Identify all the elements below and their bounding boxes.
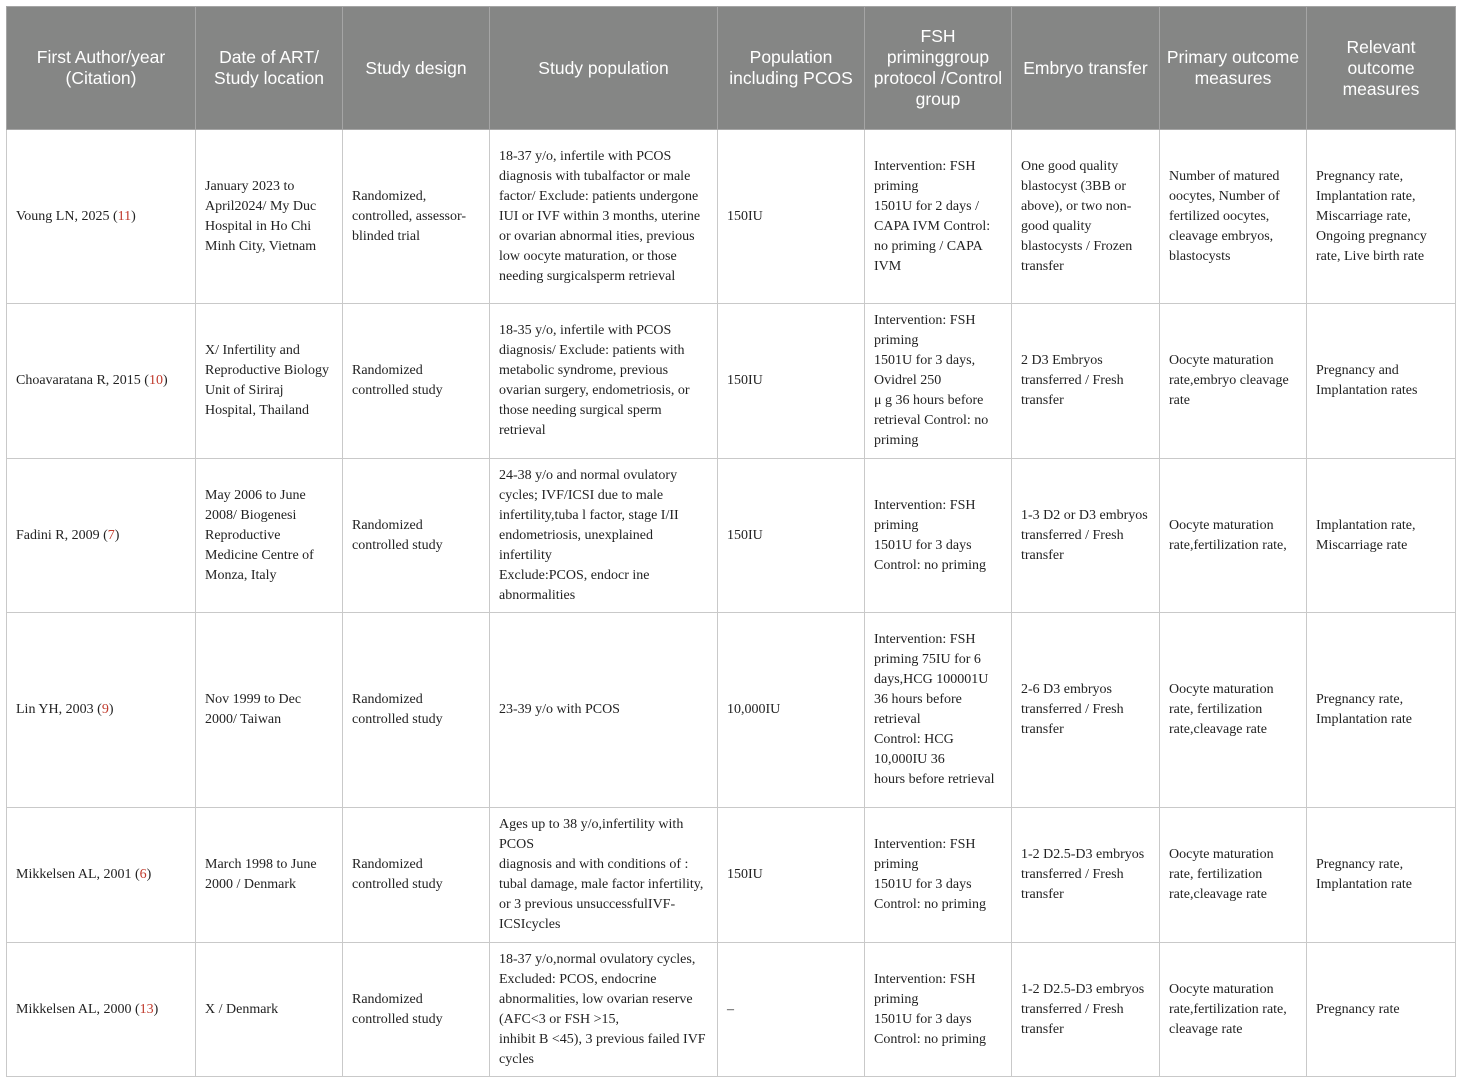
cell-study-population: 18-37 y/o,normal ovulatory cycles, Excluded: PCOS, endocrine abnormalities, low ovarian reserve (AFC<3 or FSH >15, inhibit B <45), 3 previous failed IVF cycles <box>490 943 718 1077</box>
citation-link[interactable]: 11 <box>117 208 132 224</box>
table-row <box>7 459 1456 613</box>
cell-author: Voung LN, 2025 (11) <box>7 130 196 304</box>
citation-link[interactable]: 6 <box>139 867 147 882</box>
cell-pcos-population: – <box>718 943 865 1077</box>
cell-fsh-protocol: Intervention: FSH priming 1501U for 3 days Control: no priming <box>865 943 1012 1077</box>
cell-date-location: March 1998 to June 2000 / Denmark <box>196 808 343 943</box>
cell-relevant-outcome: Pregnancy rate <box>1307 943 1456 1077</box>
cell-study-population: 23-39 y/o with PCOS <box>490 613 718 808</box>
cell-date-location: X/ Infertility and Reproductive Biology Unit of Siriraj Hospital, Thailand <box>196 304 343 459</box>
cell-embryo-transfer: 2 D3 Embryos transferred / Fresh transfer <box>1012 304 1160 459</box>
header-primary-outcome: Primary outcome measures <box>1160 7 1307 130</box>
cell-author: Fadini R, 2009 (7) <box>7 459 196 613</box>
cell-author: Mikkelsen AL, 2001 (6) <box>7 808 196 943</box>
cell-date-location: Nov 1999 to Dec 2000/ Taiwan <box>196 613 343 808</box>
cell-pcos-population: 150IU <box>718 130 865 304</box>
citation-link[interactable]: 10 <box>148 373 163 388</box>
citation-link[interactable]: 9 <box>101 702 109 717</box>
cell-study-design: Randomized controlled study <box>343 943 490 1077</box>
cell-study-design: Randomized controlled study <box>343 459 490 613</box>
cell-study-population: 18-37 y/o, infertile with PCOS diagnosis with tubalfactor or male factor/ Exclude: patients undergone IUI or IVF within 3 months, uterine or ovarian abnormal ities, previous low oocyte maturation, or those needing surgicalsperm retrieval <box>490 130 718 304</box>
cell-relevant-outcome: Pregnancy rate, Implantation rate <box>1307 613 1456 808</box>
table-row <box>7 943 1456 1077</box>
cell-date-location: X / Denmark <box>196 943 343 1077</box>
cell-pcos-population: 150IU <box>718 459 865 613</box>
cell-fsh-protocol: Intervention: FSH priming 1501U for 2 days / CAPA IVM Control: no priming / CAPA IVM <box>865 130 1012 304</box>
header-relevant-outcome: Relevant outcome measures <box>1307 7 1456 130</box>
cell-primary-outcome: Oocyte maturation rate, fertilization rate,cleavage rate <box>1160 808 1307 943</box>
cell-fsh-protocol: Intervention: FSH priming 1501U for 3 days, Ovidrel 250 μ g 36 hours before retrieval Control: no priming <box>865 304 1012 459</box>
cell-embryo-transfer: 2-6 D3 embryos transferred / Fresh transfer <box>1012 613 1160 808</box>
table-row <box>7 304 1456 459</box>
cell-study-population: Ages up to 38 y/o,infertility with PCOS diagnosis and with conditions of : tubal damage, male factor infertility, or 3 previous unsuccessfulIVF-ICSIcycles <box>490 808 718 943</box>
cell-fsh-protocol: Intervention: FSH priming 1501U for 3 days Control: no priming <box>865 808 1012 943</box>
table-header <box>7 7 1456 130</box>
cell-study-design: Randomized controlled study <box>343 808 490 943</box>
cell-primary-outcome: Oocyte maturation rate,fertilization rate, <box>1160 459 1307 613</box>
header-embryo-transfer: Embryo transfer <box>1012 7 1160 130</box>
header-fsh-protocol: FSH priminggroup protocol /Control group <box>865 7 1012 130</box>
table-row <box>7 130 1456 304</box>
studies-table <box>6 6 1456 1077</box>
table-row <box>7 613 1456 808</box>
cell-embryo-transfer: 1-2 D2.5-D3 embryos transferred / Fresh transfer <box>1012 808 1160 943</box>
cell-study-design: Randomized controlled study <box>343 304 490 459</box>
cell-date-location: May 2006 to June 2008/ Biogenesi Reproductive Medicine Centre of Monza, Italy <box>196 459 343 613</box>
cell-study-population: 18-35 y/o, infertile with PCOS diagnosis/ Exclude: patients with metabolic syndrome, previous ovarian surgery, endometriosis, or those needing surgical sperm retrieval <box>490 304 718 459</box>
cell-pcos-population: 150IU <box>718 304 865 459</box>
cell-pcos-population: 150IU <box>718 808 865 943</box>
header-study-population: Study population <box>490 7 718 130</box>
cell-embryo-transfer: 1-3 D2 or D3 embryos transferred / Fresh transfer <box>1012 459 1160 613</box>
cell-relevant-outcome: Implantation rate, Miscarriage rate <box>1307 459 1456 613</box>
cell-embryo-transfer: 1-2 D2.5-D3 embryos transferred / Fresh transfer <box>1012 943 1160 1077</box>
citation-link[interactable]: 7 <box>107 527 115 543</box>
cell-primary-outcome: Number of matured oocytes, Number of fertilized oocytes, cleavage embryos, blastocysts <box>1160 130 1307 304</box>
cell-primary-outcome: Oocyte maturation rate,embryo cleavage rate <box>1160 304 1307 459</box>
cell-author: Lin YH, 2003 (9) <box>7 613 196 808</box>
table-body <box>7 130 1456 1077</box>
cell-study-design: Randomized controlled study <box>343 613 490 808</box>
cell-author: Mikkelsen AL, 2000 (13) <box>7 943 196 1077</box>
cell-relevant-outcome: Pregnancy rate, Implantation rate, Miscarriage rate, Ongoing pregnancy rate, Live birth rate <box>1307 130 1456 304</box>
cell-pcos-population: 10,000IU <box>718 613 865 808</box>
cell-relevant-outcome: Pregnancy and Implantation rates <box>1307 304 1456 459</box>
cell-author: Choavaratana R, 2015 (10) <box>7 304 196 459</box>
cell-relevant-outcome: Pregnancy rate, Implantation rate <box>1307 808 1456 943</box>
cell-study-population: 24-38 y/o and normal ovulatory cycles; IVF/ICSI due to male infertility,tuba l factor, stage I/II endometriosis, unexplained infertility Exclude:PCOS, endocr ine abnormalities <box>490 459 718 613</box>
table-row <box>7 808 1456 943</box>
cell-study-design: Randomized, controlled, assessor-blinded trial <box>343 130 490 304</box>
header-pcos-population: Population including PCOS <box>718 7 865 130</box>
header-author: First Author/year (Citation) <box>7 7 196 130</box>
cell-primary-outcome: Oocyte maturation rate, fertilization rate,cleavage rate <box>1160 613 1307 808</box>
header-date-location: Date of ART/ Study location <box>196 7 343 130</box>
cell-fsh-protocol: Intervention: FSH priming 1501U for 3 days Control: no priming <box>865 459 1012 613</box>
header-study-design: Study design <box>343 7 490 130</box>
cell-fsh-protocol: Intervention: FSH priming 75IU for 6 days,HCG 100001U 36 hours before retrieval Control: HCG 10,000IU 36 hours before retrieval <box>865 613 1012 808</box>
cell-embryo-transfer: One good quality blastocyst (3BB or above), or two non-good quality blastocysts / Frozen transfer <box>1012 130 1160 304</box>
citation-link[interactable]: 13 <box>139 1001 154 1017</box>
cell-date-location: January 2023 to April2024/ My Duc Hospital in Ho Chi Minh City, Vietnam <box>196 130 343 304</box>
cell-primary-outcome: Oocyte maturation rate,fertilization rate, cleavage rate <box>1160 943 1307 1077</box>
